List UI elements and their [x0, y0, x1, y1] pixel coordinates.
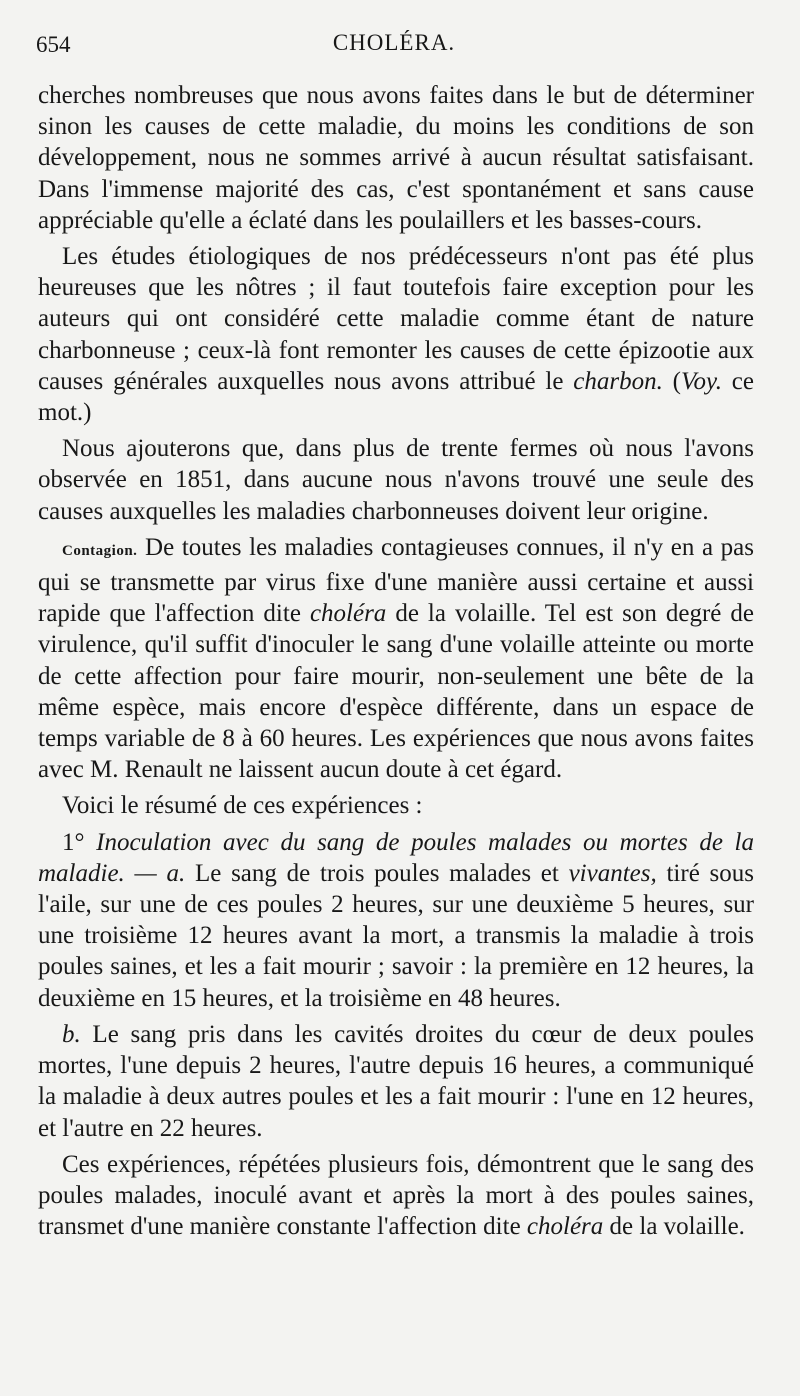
- experiment-1-tail: tiré sous l'aile, sur une de ces poules 2 heures, sur une deuxième 5 heures, sur une troisième 12 heures avant la mort, a transmis la maladie à trois poules saines, et les a fait mourir ; savoir : la première en 12 heures, la deuxième en 15 heures, et la troisième en 48 heures.: [38, 859, 754, 1012]
- paragraph-experiment-b: [38, 1019, 754, 1144]
- summary-text: Voici le résumé de ces expériences :: [62, 792, 423, 820]
- paragraph-2-mid: (: [662, 367, 682, 395]
- experiment-b-label: b.: [62, 1020, 81, 1048]
- paragraph-3-text: Nous ajouterons que, dans plus de trente fermes où nous l'avons observée en 1851, dans aucune nous n'avons trouvé une seule des causes auxquelles les maladies charbonneuses doivent leur origine.: [38, 435, 754, 525]
- paragraph-2: [38, 241, 754, 428]
- contagion-italic-cholera: choléra: [309, 600, 387, 628]
- experiment-1-italic-heading: Inoculation avec du sang de poules malades ou mortes de la maladie. — a.: [38, 828, 754, 887]
- paragraph-2-tail: ce mot.): [38, 367, 755, 427]
- conclusion-text: Ces expériences, répétées plusieurs fois, démontrent que le sang des poules malades, inoculé avant et après la mort à des poules saines, transmet d'une manière constante l'affection dite: [38, 1150, 754, 1241]
- paragraph-1: [38, 80, 754, 236]
- conclusion-italic-cholera: choléra: [526, 1213, 604, 1241]
- paragraph-3: [38, 433, 754, 527]
- body-text: [38, 80, 754, 1242]
- paragraph-contagion: [38, 532, 754, 786]
- paragraph-2-italic-voy: Voy.: [681, 367, 722, 395]
- paragraph-experiment-1: [38, 827, 754, 1014]
- page-header: [36, 28, 752, 64]
- conclusion-tail: de la volaille.: [603, 1213, 745, 1241]
- running-title: CHOLÉRA.: [332, 30, 456, 55]
- experiment-1-italic-vivantes: vivantes,: [568, 859, 657, 887]
- paragraph-conclusion: [38, 1149, 754, 1243]
- contagion-lead: Contagion.: [62, 542, 138, 559]
- paragraph-2-text: Les études étiologiques de nos prédécesseurs n'ont pas été plus heureuses que les nôtres ; il faut toutefois faire exception pour les auteurs qui ont considéré cette maladie comme étant de nature charbonneuse ; ceux-là font remonter les causes de cette épizootie aux causes générales auxquelles nous avons attribué le: [38, 243, 754, 395]
- contagion-text: De toutes les maladies contagieuses connues, il n'y en a pas qui se transmette par virus fixe d'une manière aussi certaine et aussi rapide que l'affection dite: [38, 533, 754, 628]
- paragraph-2-italic-charbon: charbon.: [573, 367, 663, 395]
- paragraph-summary: [38, 790, 754, 821]
- page-number: 654: [36, 32, 71, 57]
- paragraph-1-text: cherches nombreuses que nous avons faites dans le but de déterminer sinon les causes de cette maladie, du moins les conditions de son développement, nous ne sommes arrivé à aucun résultat satisfaisant. Dans l'immense majorité des cas, c'est spontanément et sans cause appréciable qu'elle a éclaté dans les poulaillers et les basses-cours.: [38, 82, 754, 234]
- contagion-tail: de la volaille. Tel est son degré de virulence, qu'il suffit d'inoculer le sang d'une volaille atteinte ou morte de cette affection pour faire mourir, non-seulement une bête de la même espèce, mais encore d'espèce différente, dans un espace de temps variable de 8 à 60 heures. Les expériences que nous avons faites avec M. Renault ne laissent aucun doute à cet égard.: [38, 600, 754, 784]
- experiment-1-text: Le sang de trois poules malades et: [185, 859, 569, 887]
- experiment-b-text: Le sang pris dans les cavités droites du cœur de deux poules mortes, l'une depuis 2 heures, l'autre depuis 16 heures, a communiqué la maladie à deux autres poules et les a fait mourir : l'une en 12 heures, et l'autre en 22 heures.: [38, 1020, 754, 1142]
- experiment-1-number: 1°: [62, 828, 97, 856]
